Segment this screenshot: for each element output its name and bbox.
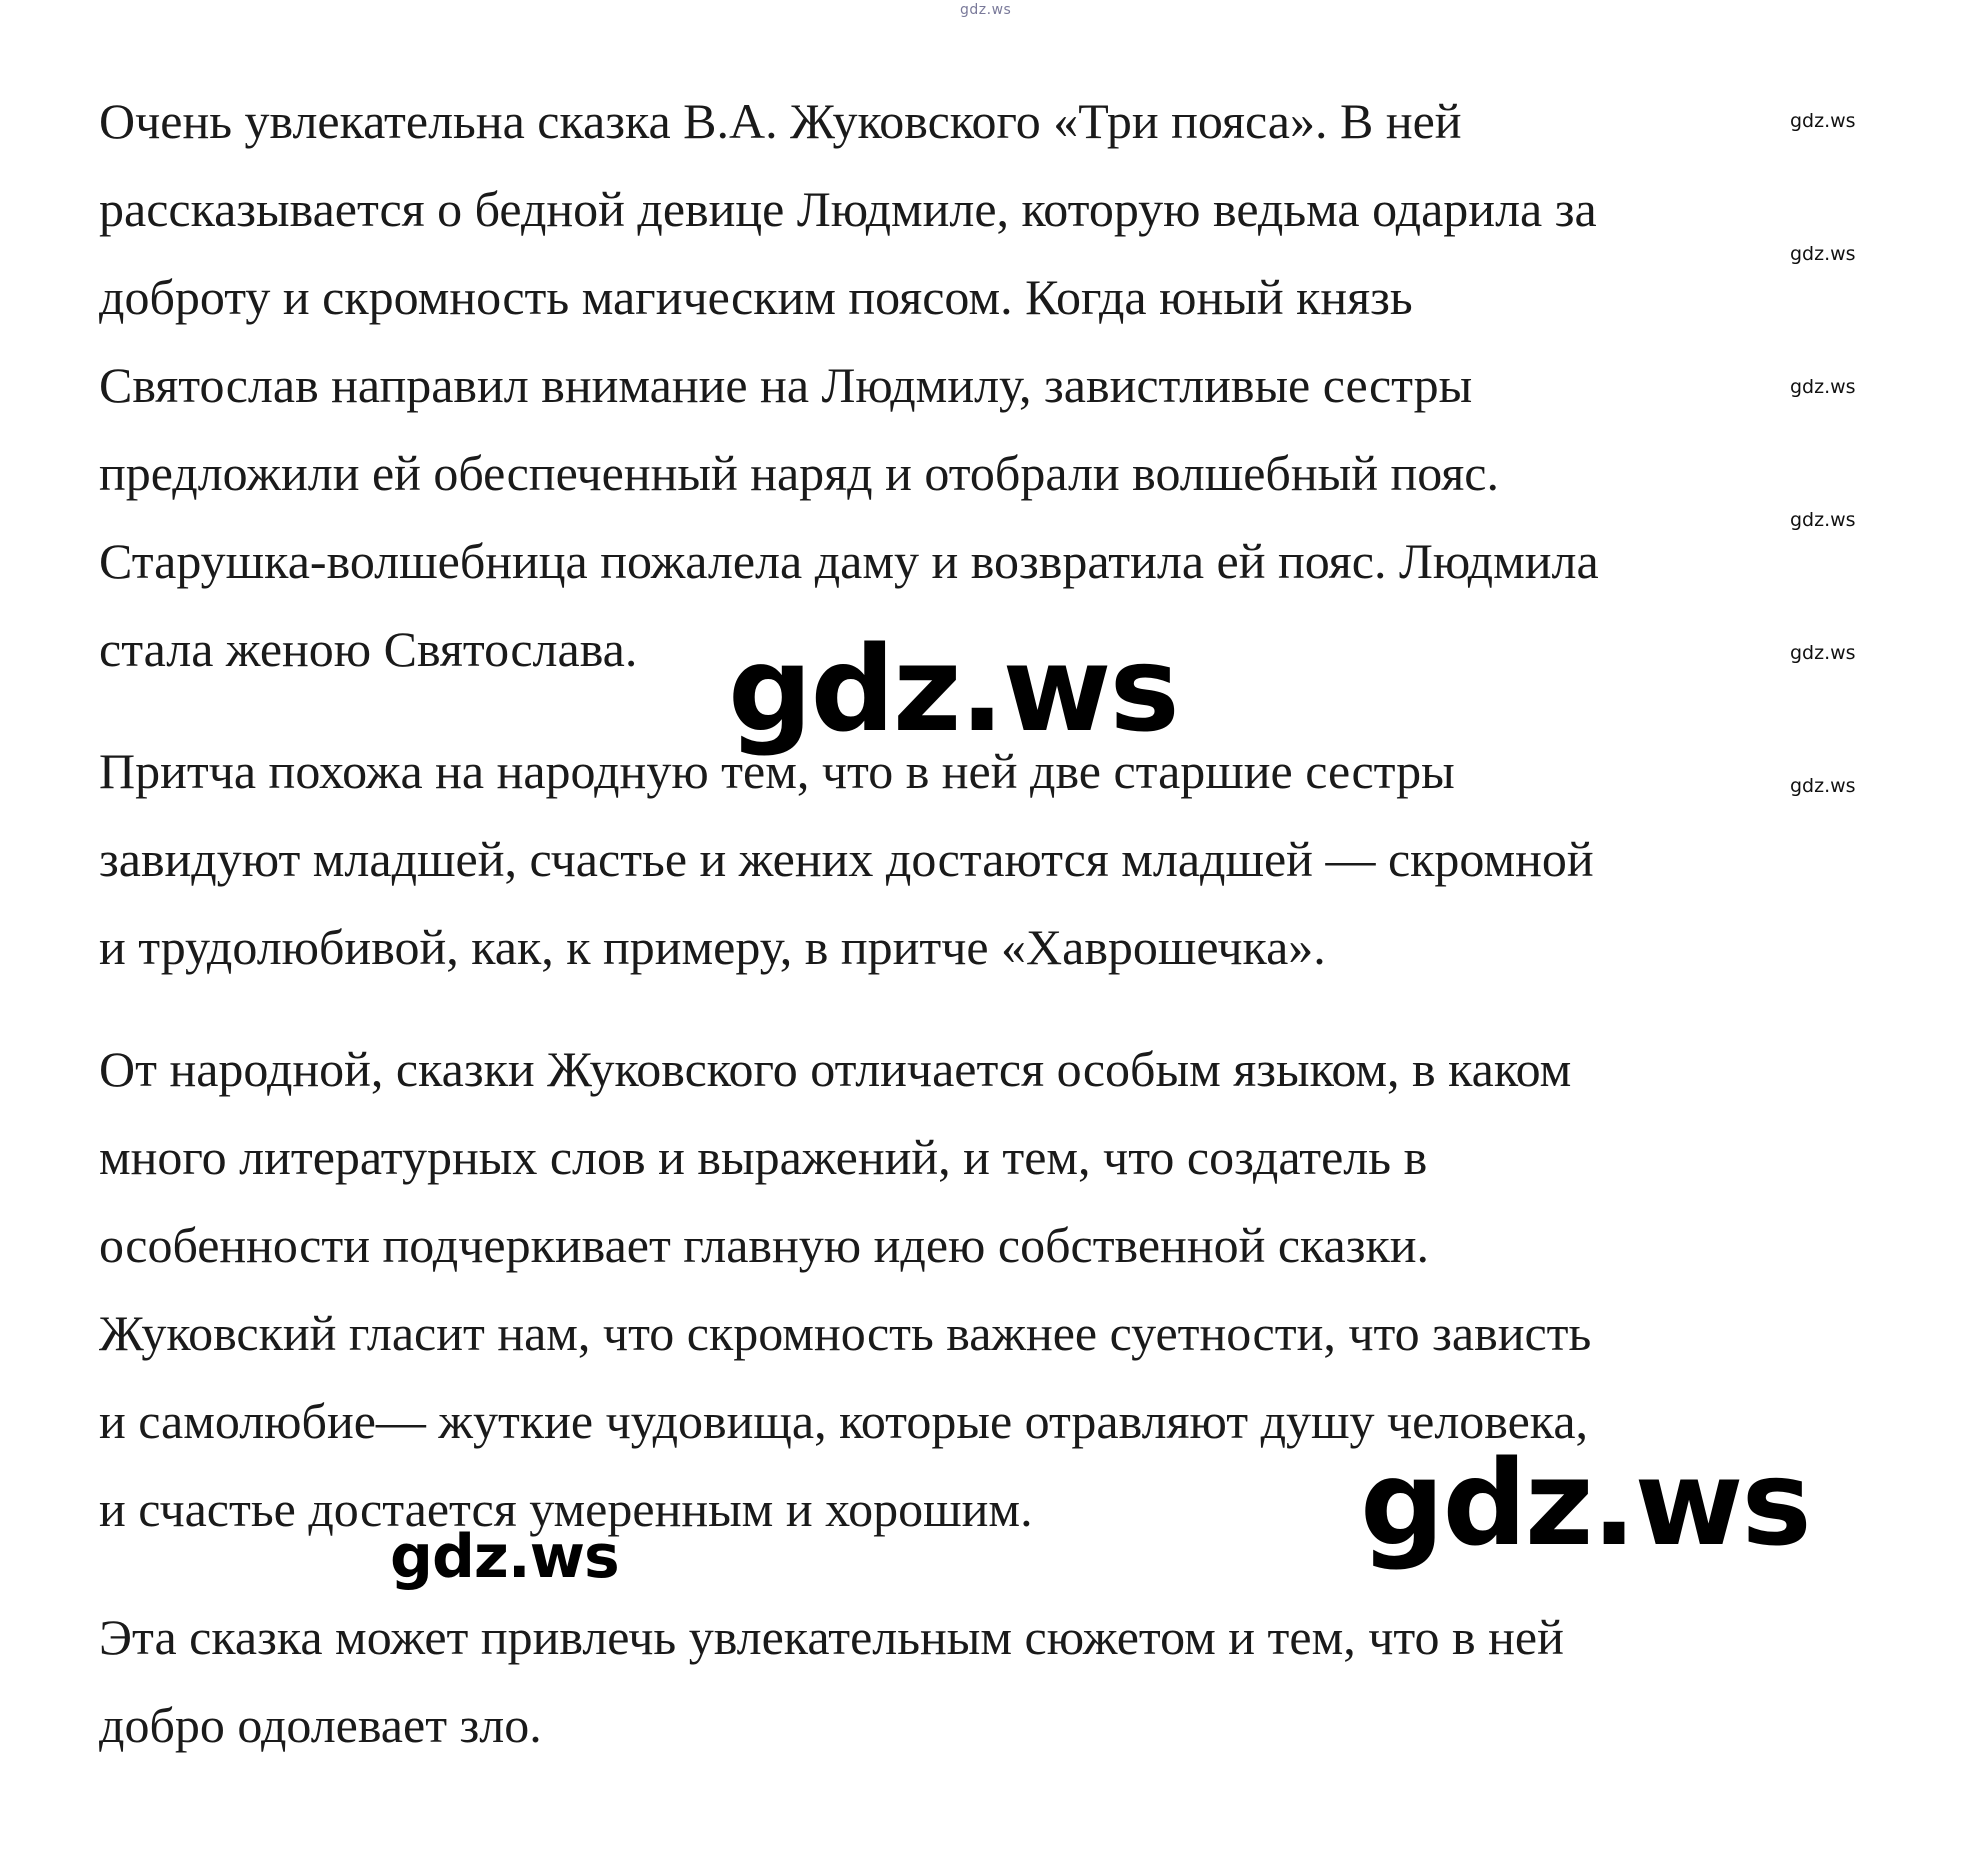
text-line: особенности подчеркивает главную идею собственной сказки. xyxy=(99,1217,1430,1273)
watermark-side: gdz.ws xyxy=(1790,110,1856,132)
text-line: Жуковский гласит нам, что скромность важнее суетности, что зависть xyxy=(99,1305,1592,1361)
watermark-side: gdz.ws xyxy=(1790,775,1856,797)
text-line: Притча похожа на народную тем, что в ней две старшие сестры xyxy=(99,743,1455,799)
text-line: стала женою Святослава. xyxy=(99,621,638,677)
watermark-side: gdz.ws xyxy=(1790,509,1856,531)
text-line: От народной, сказки Жуковского отличается особым языком, в каком xyxy=(99,1041,1572,1097)
text-line: много литературных слов и выражений, и тем, что создатель в xyxy=(99,1129,1428,1185)
text-line: и трудолюбивой, как, к примеру, в притче «Хаврошечка». xyxy=(99,919,1326,975)
text-line: Очень увлекательна сказка В.А. Жуковского «Три пояса». В ней xyxy=(99,93,1462,149)
text-line: и самолюбие— жуткие чудовища, которые отравляют душу человека, xyxy=(99,1393,1589,1449)
text-line: доброту и скромность магическим поясом. Когда юный князь xyxy=(99,269,1413,325)
text-line: Старушка-волшебница пожалела даму и возвратила ей пояс. Людмила xyxy=(99,533,1599,589)
text-line: Святослав направил внимание на Людмилу, завистливые сестры xyxy=(99,357,1473,413)
text-line: предложили ей обеспеченный наряд и отобрали волшебный пояс. xyxy=(99,445,1499,501)
watermark-large: gdz.ws xyxy=(728,620,1178,758)
text-line: Эта сказка может привлечь увлекательным сюжетом и тем, что в ней xyxy=(99,1609,1564,1665)
text-line: и счастье достается умеренным и хорошим. xyxy=(99,1481,1033,1537)
watermark-medium: gdz.ws xyxy=(390,1522,619,1592)
watermark-side: gdz.ws xyxy=(1790,243,1856,265)
watermark-large: gdz.ws xyxy=(1360,1434,1810,1572)
text-line: завидуют младшей, счастье и жених достаются младшей — скромной xyxy=(99,831,1594,887)
watermark-side: gdz.ws xyxy=(1790,642,1856,664)
watermark-top: gdz.ws xyxy=(960,2,1012,18)
watermark-side: gdz.ws xyxy=(1790,376,1856,398)
text-line: добро одолевает зло. xyxy=(99,1697,542,1753)
text-line: рассказывается о бедной девице Людмиле, которую ведьма одарила за xyxy=(99,181,1597,237)
